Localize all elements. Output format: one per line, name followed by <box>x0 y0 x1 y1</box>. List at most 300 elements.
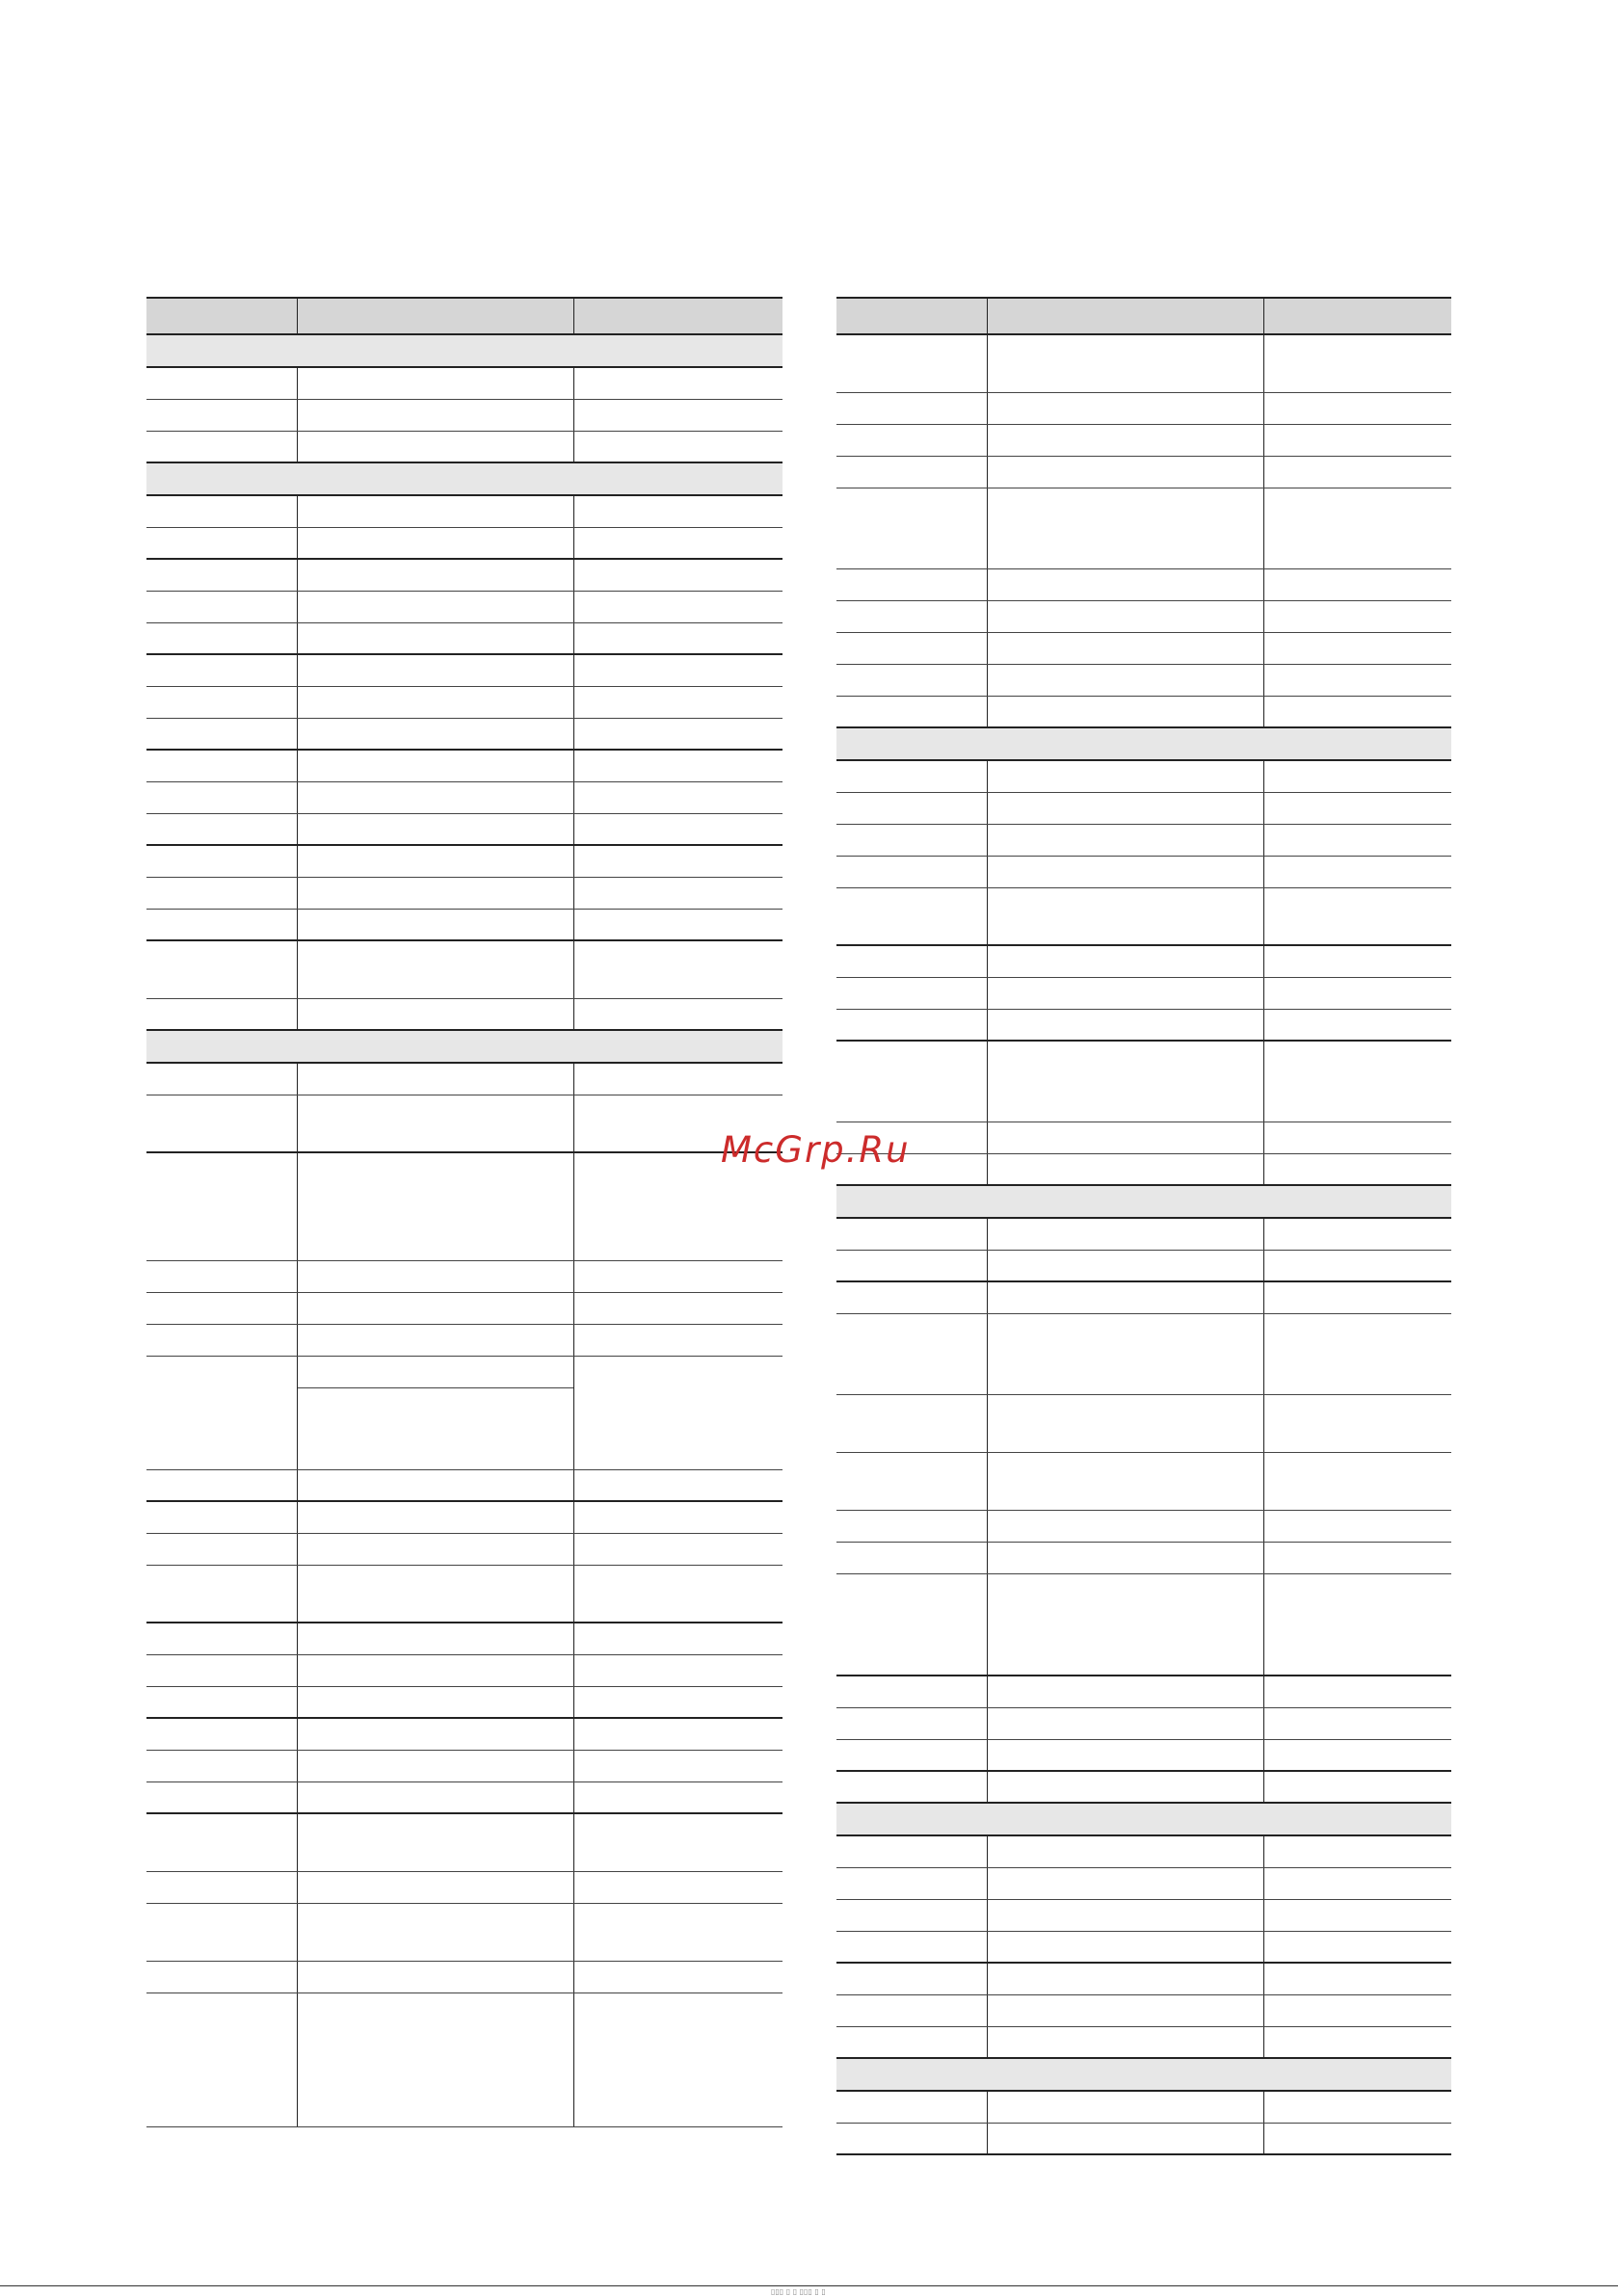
table-cell <box>1263 1836 1451 1867</box>
table-row <box>836 335 1451 393</box>
header-cell <box>836 299 987 333</box>
table-cell <box>1263 1708 1451 1739</box>
table-cell <box>836 1282 987 1313</box>
table-row <box>146 1687 782 1719</box>
table-cell <box>146 1502 297 1533</box>
section-row <box>836 728 1451 761</box>
table-cell <box>836 633 987 664</box>
table-cell <box>297 1153 573 1260</box>
table-cell <box>573 400 782 431</box>
table-cell <box>1263 1543 1451 1573</box>
table-cell <box>987 888 1263 944</box>
table-cell <box>573 1566 782 1622</box>
section-cell <box>146 463 782 494</box>
table-cell <box>573 655 782 686</box>
table-cell <box>1263 978 1451 1009</box>
table-cell <box>297 592 573 622</box>
table-row <box>836 1995 1451 2027</box>
header-cell <box>987 299 1263 333</box>
table-cell <box>146 782 297 813</box>
table-cell <box>1263 1219 1451 1250</box>
table-row <box>836 488 1451 569</box>
table-row <box>836 761 1451 793</box>
table-cell <box>836 1453 987 1510</box>
table-row <box>836 1740 1451 1772</box>
table-cell <box>1263 633 1451 664</box>
table-cell <box>987 1154 1263 1184</box>
table-cell <box>836 1543 987 1573</box>
table-cell <box>573 999 782 1029</box>
table-row <box>836 457 1451 488</box>
table-cell <box>146 623 297 653</box>
table-cell <box>146 655 297 686</box>
table-row <box>146 1470 782 1502</box>
table-cell <box>146 1962 297 1993</box>
table-cell <box>573 1814 782 1871</box>
table-cell <box>987 393 1263 424</box>
table-row <box>146 1719 782 1751</box>
table-cell <box>297 432 573 462</box>
table-cell <box>1263 793 1451 824</box>
table-cell <box>1263 1932 1451 1962</box>
table-cell <box>987 1676 1263 1707</box>
table-cell <box>573 751 782 781</box>
table-row <box>146 1623 782 1655</box>
table-cell <box>146 560 297 591</box>
table-cell <box>146 1782 297 1812</box>
table-cell <box>836 857 987 887</box>
table-cell <box>146 1904 297 1961</box>
table-cell <box>987 488 1263 568</box>
table-row <box>146 368 782 400</box>
table-cell <box>987 857 1263 887</box>
table-row <box>146 878 782 910</box>
table-row <box>836 633 1451 665</box>
table-cell <box>836 601 987 632</box>
table-cell <box>297 751 573 781</box>
table-cell <box>836 1772 987 1802</box>
table-cell <box>297 1502 573 1533</box>
table-row <box>146 1751 782 1782</box>
section-row <box>146 463 782 496</box>
table-cell <box>1263 1676 1451 1707</box>
table-row <box>836 888 1451 946</box>
table-cell <box>146 1064 297 1095</box>
table-cell <box>1263 1964 1451 1994</box>
table-cell <box>1263 601 1451 632</box>
table-cell <box>573 814 782 844</box>
table-cell <box>297 400 573 431</box>
table-cell <box>836 1995 987 2026</box>
table-row <box>146 910 782 941</box>
table-cell <box>987 978 1263 1009</box>
table-cell <box>573 592 782 622</box>
table-cell <box>987 1900 1263 1931</box>
table-cell <box>987 793 1263 824</box>
table-cell <box>987 761 1263 792</box>
table-cell <box>836 393 987 424</box>
table-cell <box>987 1453 1263 1510</box>
table-row <box>146 1502 782 1534</box>
table-row <box>836 2027 1451 2059</box>
table-cell <box>1263 1154 1451 1184</box>
table-row <box>836 1574 1451 1676</box>
table-cell <box>836 1708 987 1739</box>
table-cell <box>987 569 1263 600</box>
table-cell <box>573 528 782 558</box>
table-row <box>836 665 1451 697</box>
header-cell <box>1263 299 1451 333</box>
table-row <box>146 941 782 999</box>
table-cell <box>146 1470 297 1500</box>
table-cell <box>1263 335 1451 392</box>
table-row <box>836 425 1451 457</box>
table-cell <box>573 1623 782 1654</box>
table-cell <box>297 623 573 653</box>
table-cell <box>297 1566 573 1622</box>
table-row <box>146 1357 782 1470</box>
table-row <box>836 1154 1451 1186</box>
table-cell <box>987 1543 1263 1573</box>
table-row <box>146 846 782 878</box>
table-cell <box>573 1655 782 1686</box>
table-cell <box>1263 857 1451 887</box>
table-cell <box>573 1904 782 1961</box>
table-cell <box>1263 1574 1451 1675</box>
table-row <box>146 1064 782 1095</box>
table-cell <box>987 665 1263 696</box>
table-cell <box>987 457 1263 488</box>
section-cell <box>146 1031 782 1062</box>
table-row <box>836 697 1451 728</box>
table-row <box>836 825 1451 857</box>
table-cell <box>146 910 297 939</box>
table-cell <box>573 1687 782 1717</box>
table-cell <box>297 655 573 686</box>
table-cell <box>297 846 573 877</box>
table-cell <box>1263 1395 1451 1452</box>
table-cell <box>1263 825 1451 856</box>
table-cell <box>1263 488 1451 568</box>
table-row <box>146 1814 782 1872</box>
table-cell <box>1263 1453 1451 1510</box>
table-cell <box>987 1042 1263 1122</box>
table-cell <box>836 1251 987 1280</box>
table-cell <box>1263 1282 1451 1313</box>
table-row <box>836 1453 1451 1511</box>
table-cell <box>836 888 987 944</box>
table-cell <box>573 1357 782 1469</box>
table-cell <box>573 1993 782 2126</box>
table-cell <box>987 1219 1263 1250</box>
section-cell <box>146 335 782 366</box>
table-cell <box>146 400 297 431</box>
table-row <box>836 1219 1451 1251</box>
table-cell <box>146 496 297 527</box>
table-cell <box>987 1868 1263 1899</box>
table-cell <box>146 814 297 844</box>
table-row <box>146 1782 782 1814</box>
table-cell <box>987 2027 1263 2057</box>
table-row <box>146 1904 782 1962</box>
table-cell <box>573 1293 782 1324</box>
table-cell <box>836 1676 987 1707</box>
table-cell <box>297 1872 573 1903</box>
table-row <box>146 655 782 687</box>
table-cell <box>987 1010 1263 1040</box>
table-cell <box>297 1470 573 1500</box>
table-cell <box>987 1511 1263 1542</box>
table-cell <box>573 496 782 527</box>
table-row <box>836 1314 1451 1395</box>
section-row <box>146 1031 782 1064</box>
table-cell <box>297 1655 573 1686</box>
footer-rule <box>0 2285 1618 2286</box>
table-row <box>836 601 1451 633</box>
table-row <box>836 1900 1451 1932</box>
table-row <box>146 1293 782 1325</box>
table-row <box>146 687 782 719</box>
spec-table-right <box>836 297 1451 2155</box>
table-cell <box>987 1251 1263 1280</box>
table-cell <box>836 1740 987 1770</box>
table-cell <box>146 1719 297 1750</box>
table-cell <box>836 1964 987 1994</box>
table-cell <box>1263 2124 1451 2153</box>
table-cell <box>987 1964 1263 1994</box>
table-cell <box>987 2124 1263 2153</box>
table-cell <box>836 793 987 824</box>
table-cell <box>297 878 573 909</box>
table-row <box>146 1095 782 1153</box>
table-cell <box>146 1872 297 1903</box>
table-cell <box>573 846 782 877</box>
table-cell <box>836 2124 987 2153</box>
table-cell <box>297 687 573 718</box>
table-cell <box>297 1261 573 1292</box>
table-cell <box>987 335 1263 392</box>
table-cell <box>297 941 573 998</box>
table-cell <box>1263 1251 1451 1280</box>
table-row <box>836 569 1451 601</box>
table-row <box>146 999 782 1031</box>
table-cell <box>146 1325 297 1356</box>
table-cell <box>836 457 987 488</box>
table-cell <box>1263 665 1451 696</box>
table-cell <box>987 425 1263 456</box>
table-row <box>146 1153 782 1261</box>
table-row <box>146 1993 782 2127</box>
table-cell <box>297 1962 573 1993</box>
table-cell <box>573 878 782 909</box>
table-cell <box>1263 1995 1451 2026</box>
table-cell <box>1263 1314 1451 1394</box>
section-row <box>146 335 782 368</box>
table-cell <box>573 1534 782 1565</box>
section-cell <box>836 2059 1451 2090</box>
table-cell <box>146 751 297 781</box>
table-cell <box>297 782 573 813</box>
table-cell <box>1263 2092 1451 2123</box>
table-cell <box>297 528 573 558</box>
table-row <box>146 496 782 528</box>
table-row <box>836 1964 1451 1995</box>
table-cell <box>297 1782 573 1812</box>
table-row <box>836 1676 1451 1708</box>
table-cell <box>1263 1900 1451 1931</box>
table-cell <box>836 697 987 726</box>
table-row <box>836 1395 1451 1453</box>
table-cell <box>836 825 987 856</box>
table-cell <box>836 1010 987 1040</box>
table-row <box>146 1655 782 1687</box>
table-cell <box>836 1900 987 1931</box>
table-cell <box>573 1470 782 1500</box>
table-cell <box>1263 1122 1451 1153</box>
table-cell <box>573 910 782 939</box>
table-row <box>836 1251 1451 1282</box>
table-cell <box>836 1836 987 1867</box>
table-row <box>146 1962 782 1993</box>
table-cell <box>573 1751 782 1781</box>
cell-divider <box>298 1387 573 1388</box>
table-row <box>146 814 782 846</box>
table-cell <box>573 368 782 399</box>
table-row <box>146 719 782 751</box>
section-cell <box>836 1804 1451 1834</box>
table-cell <box>146 1261 297 1292</box>
table-cell <box>146 592 297 622</box>
table-cell <box>146 999 297 1029</box>
table-cell <box>297 910 573 939</box>
table-cell <box>297 719 573 749</box>
table-cell <box>987 1395 1263 1452</box>
table-row <box>836 1932 1451 1964</box>
table-cell <box>836 1511 987 1542</box>
table-row <box>836 1772 1451 1804</box>
table-cell <box>573 432 782 462</box>
table-cell <box>573 782 782 813</box>
table-cell <box>573 687 782 718</box>
table-cell <box>146 719 297 749</box>
table-cell <box>836 1219 987 1250</box>
table-cell <box>836 946 987 977</box>
table-header-row <box>836 297 1451 335</box>
section-cell <box>836 728 1451 759</box>
table-row <box>836 2092 1451 2124</box>
table-cell <box>836 1574 987 1675</box>
table-cell <box>146 1534 297 1565</box>
table-cell <box>987 825 1263 856</box>
table-cell <box>836 1932 987 1962</box>
table-row <box>146 1534 782 1566</box>
table-cell <box>146 1814 297 1871</box>
table-row <box>836 2124 1451 2155</box>
table-cell <box>1263 761 1451 792</box>
table-cell <box>987 946 1263 977</box>
table-cell <box>836 665 987 696</box>
table-cell <box>297 1751 573 1781</box>
table-cell <box>573 1325 782 1356</box>
table-cell <box>1263 569 1451 600</box>
table-row <box>146 1872 782 1904</box>
header-cell <box>297 299 573 333</box>
section-cell <box>836 1186 1451 1217</box>
table-cell <box>1263 888 1451 944</box>
table-cell <box>836 1314 987 1394</box>
table-cell <box>573 1872 782 1903</box>
table-cell <box>987 1122 1263 1153</box>
table-cell <box>836 761 987 792</box>
section-row <box>836 2059 1451 2092</box>
table-cell <box>297 814 573 844</box>
table-cell <box>297 999 573 1029</box>
table-cell <box>297 496 573 527</box>
header-cell <box>573 299 782 333</box>
table-cell <box>573 1719 782 1750</box>
table-cell <box>836 978 987 1009</box>
table-row <box>836 1042 1451 1122</box>
table-cell <box>1263 1042 1451 1122</box>
table-row <box>146 560 782 592</box>
table-cell <box>573 623 782 653</box>
table-cell <box>1263 1740 1451 1770</box>
table-cell <box>987 2092 1263 2123</box>
table-row <box>836 1868 1451 1900</box>
table-row <box>836 393 1451 425</box>
table-cell <box>1263 425 1451 456</box>
table-cell <box>146 1687 297 1717</box>
table-cell <box>297 1904 573 1961</box>
table-cell <box>146 1095 297 1151</box>
table-row <box>836 1708 1451 1740</box>
table-cell <box>987 1708 1263 1739</box>
table-cell <box>146 1293 297 1324</box>
table-cell <box>146 941 297 998</box>
table-cell <box>987 1740 1263 1770</box>
table-cell <box>297 560 573 591</box>
table-row <box>146 592 782 623</box>
table-cell <box>573 1064 782 1095</box>
table-cell <box>836 335 987 392</box>
table-cell <box>1263 1010 1451 1040</box>
table-cell <box>836 1042 987 1122</box>
table-cell <box>573 1502 782 1533</box>
table-cell <box>836 569 987 600</box>
table-cell <box>297 1623 573 1654</box>
table-cell <box>146 1153 297 1260</box>
table-cell <box>987 1772 1263 1802</box>
table-row <box>836 946 1451 978</box>
table-cell <box>297 1095 573 1151</box>
table-row <box>146 432 782 463</box>
table-cell <box>146 1357 297 1469</box>
table-row <box>836 1010 1451 1042</box>
table-cell <box>146 432 297 462</box>
table-cell <box>987 1836 1263 1867</box>
table-cell <box>1263 1772 1451 1802</box>
table-cell <box>836 2027 987 2057</box>
table-cell <box>836 1868 987 1899</box>
table-cell <box>146 368 297 399</box>
table-cell <box>987 1932 1263 1962</box>
table-cell <box>836 425 987 456</box>
table-row <box>836 978 1451 1010</box>
table-cell <box>1263 1511 1451 1542</box>
table-row <box>146 1261 782 1293</box>
table-cell <box>573 1261 782 1292</box>
table-cell-split <box>297 1357 573 1469</box>
